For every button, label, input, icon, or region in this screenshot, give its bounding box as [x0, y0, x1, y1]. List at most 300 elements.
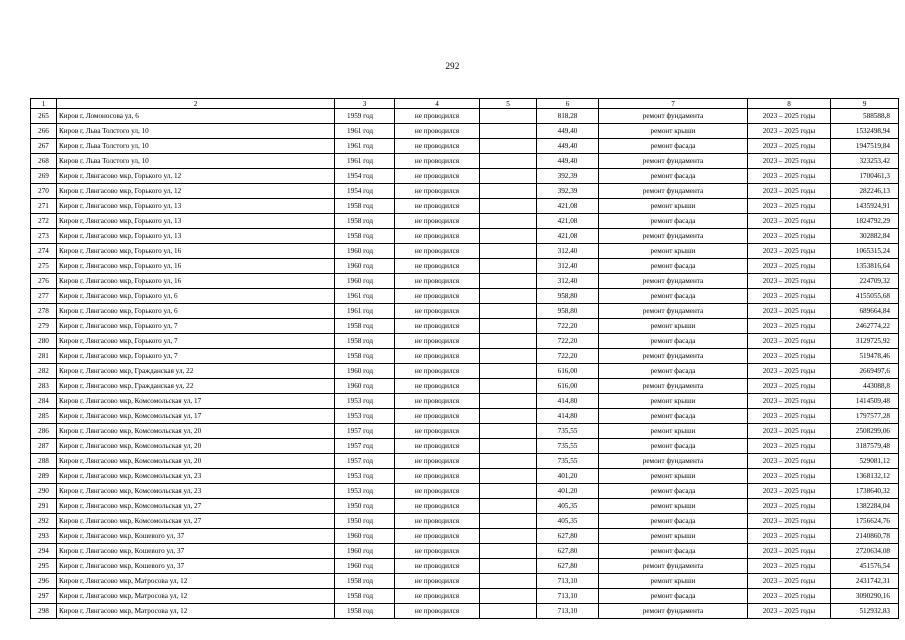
cell-address: Киров г, Лянгасово мкр, Горького ул, 7	[57, 349, 335, 364]
table-row	[31, 259, 899, 274]
cell-build-year: 1961 год	[335, 304, 395, 319]
cell-build-year: 1960 год	[335, 244, 395, 259]
cell-work-type: ремонт фундамента	[599, 109, 748, 124]
cell-cost: 2431742,31	[831, 574, 899, 589]
cell-area: 713,10	[537, 589, 599, 604]
cell-cost: 1738640,32	[831, 484, 899, 499]
cell-address: Киров г, Лянгасово мкр, Кошевого ул, 37	[57, 559, 335, 574]
cell-row-number: 280	[31, 334, 57, 349]
cell-period: 2023 – 2025 годы	[748, 514, 831, 529]
table-row	[31, 439, 899, 454]
cell-address: Киров г, Лянгасово мкр, Горького ул, 13	[57, 199, 335, 214]
cell-col-5	[480, 499, 537, 514]
cell-last-repair: не проводился	[395, 394, 480, 409]
cell-build-year: 1961 год	[335, 289, 395, 304]
cell-row-number: 287	[31, 439, 57, 454]
table-row	[31, 364, 899, 379]
cell-col-5	[480, 244, 537, 259]
page-number: 292	[445, 61, 460, 71]
cell-area: 958,80	[537, 289, 599, 304]
cell-address: Киров г, Лянгасово мкр, Гражданская ул, 22	[57, 364, 335, 379]
cell-row-number: 296	[31, 574, 57, 589]
cell-address: Киров г, Лянгасово мкр, Комсомольская ул, 17	[57, 394, 335, 409]
cell-build-year: 1960 год	[335, 259, 395, 274]
cell-last-repair: не проводился	[395, 514, 480, 529]
cell-area: 405,35	[537, 514, 599, 529]
cell-build-year: 1953 год	[335, 394, 395, 409]
cell-period: 2023 – 2025 годы	[748, 484, 831, 499]
cell-row-number: 298	[31, 604, 57, 619]
cell-cost: 519478,46	[831, 349, 899, 364]
header-cell-8: 8	[748, 99, 831, 109]
cell-work-type: ремонт фасада	[599, 139, 748, 154]
cell-area: 722,20	[537, 319, 599, 334]
cell-last-repair: не проводился	[395, 424, 480, 439]
cell-cost: 1382284,04	[831, 499, 899, 514]
cell-last-repair: не проводился	[395, 244, 480, 259]
cell-build-year: 1961 год	[335, 139, 395, 154]
cell-cost: 451576,54	[831, 559, 899, 574]
cell-work-type: ремонт фундамента	[599, 604, 748, 619]
cell-address: Киров г, Лянгасово мкр, Комсомольская ул, 20	[57, 424, 335, 439]
cell-last-repair: не проводился	[395, 274, 480, 289]
cell-build-year: 1954 год	[335, 184, 395, 199]
cell-cost: 224709,32	[831, 274, 899, 289]
cell-last-repair: не проводился	[395, 379, 480, 394]
cell-address: Киров г, Лянгасово мкр, Гражданская ул, 22	[57, 379, 335, 394]
cell-cost: 689664,84	[831, 304, 899, 319]
cell-last-repair: не проводился	[395, 259, 480, 274]
cell-work-type: ремонт фасада	[599, 259, 748, 274]
table-row	[31, 289, 899, 304]
cell-period: 2023 – 2025 годы	[748, 439, 831, 454]
cell-build-year: 1957 год	[335, 454, 395, 469]
cell-address: Киров г, Лянгасово мкр, Горького ул, 12	[57, 169, 335, 184]
cell-period: 2023 – 2025 годы	[748, 424, 831, 439]
cell-period: 2023 – 2025 годы	[748, 604, 831, 619]
cell-cost: 2462774,22	[831, 319, 899, 334]
cell-cost: 588588,8	[831, 109, 899, 124]
cell-build-year: 1959 год	[335, 109, 395, 124]
cell-work-type: ремонт фундамента	[599, 349, 748, 364]
cell-period: 2023 – 2025 годы	[748, 469, 831, 484]
cell-build-year: 1961 год	[335, 124, 395, 139]
cell-cost: 1353816,64	[831, 259, 899, 274]
cell-period: 2023 – 2025 годы	[748, 454, 831, 469]
table-row	[31, 574, 899, 589]
cell-work-type: ремонт фундамента	[599, 274, 748, 289]
cell-col-5	[480, 124, 537, 139]
cell-period: 2023 – 2025 годы	[748, 169, 831, 184]
cell-cost: 1700461,3	[831, 169, 899, 184]
cell-last-repair: не проводился	[395, 139, 480, 154]
cell-work-type: ремонт фундамента	[599, 184, 748, 199]
cell-work-type: ремонт фасада	[599, 514, 748, 529]
cell-address: Киров г, Лянгасово мкр, Горького ул, 16	[57, 259, 335, 274]
cell-row-number: 278	[31, 304, 57, 319]
table-row	[31, 319, 899, 334]
cell-row-number: 269	[31, 169, 57, 184]
cell-address: Киров г, Лянгасово мкр, Горького ул, 16	[57, 244, 335, 259]
cell-build-year: 1953 год	[335, 484, 395, 499]
cell-work-type: ремонт крыши	[599, 124, 748, 139]
cell-work-type: ремонт крыши	[599, 529, 748, 544]
cell-period: 2023 – 2025 годы	[748, 379, 831, 394]
cell-period: 2023 – 2025 годы	[748, 334, 831, 349]
cell-col-5	[480, 214, 537, 229]
cell-area: 735,55	[537, 454, 599, 469]
cell-area: 818,28	[537, 109, 599, 124]
cell-work-type: ремонт крыши	[599, 319, 748, 334]
cell-period: 2023 – 2025 годы	[748, 139, 831, 154]
cell-work-type: ремонт фундамента	[599, 229, 748, 244]
cell-area: 627,80	[537, 529, 599, 544]
cell-build-year: 1957 год	[335, 424, 395, 439]
cell-build-year: 1960 год	[335, 529, 395, 544]
cell-cost: 1414509,48	[831, 394, 899, 409]
cell-build-year: 1950 год	[335, 514, 395, 529]
cell-col-5	[480, 274, 537, 289]
header-cell-2: 2	[57, 99, 335, 109]
cell-period: 2023 – 2025 годы	[748, 529, 831, 544]
cell-address: Киров г, Лянгасово мкр, Горького ул, 6	[57, 289, 335, 304]
cell-last-repair: не проводился	[395, 229, 480, 244]
cell-last-repair: не проводился	[395, 289, 480, 304]
table-row	[31, 199, 899, 214]
cell-address: Киров г, Лянгасово мкр, Матросова ул, 12	[57, 604, 335, 619]
cell-period: 2023 – 2025 годы	[748, 214, 831, 229]
cell-last-repair: не проводился	[395, 349, 480, 364]
cell-col-5	[480, 514, 537, 529]
cell-cost: 323253,42	[831, 154, 899, 169]
table-row	[31, 394, 899, 409]
cell-cost: 4155055,68	[831, 289, 899, 304]
cell-area: 414,80	[537, 394, 599, 409]
table-row	[31, 379, 899, 394]
cell-build-year: 1950 год	[335, 499, 395, 514]
cell-col-5	[480, 529, 537, 544]
cell-build-year: 1958 год	[335, 229, 395, 244]
cell-area: 449,40	[537, 139, 599, 154]
cell-work-type: ремонт крыши	[599, 499, 748, 514]
cell-build-year: 1958 год	[335, 349, 395, 364]
cell-cost: 1532498,94	[831, 124, 899, 139]
cell-last-repair: не проводился	[395, 574, 480, 589]
cell-last-repair: не проводился	[395, 559, 480, 574]
cell-period: 2023 – 2025 годы	[748, 274, 831, 289]
table-row	[31, 109, 899, 124]
cell-address: Киров г, Лянгасово мкр, Горького ул, 7	[57, 319, 335, 334]
cell-last-repair: не проводился	[395, 364, 480, 379]
cell-col-5	[480, 544, 537, 559]
cell-row-number: 282	[31, 364, 57, 379]
cell-last-repair: не проводился	[395, 169, 480, 184]
cell-cost: 529081,12	[831, 454, 899, 469]
cell-row-number: 268	[31, 154, 57, 169]
cell-last-repair: не проводился	[395, 199, 480, 214]
cell-work-type: ремонт фундамента	[599, 379, 748, 394]
cell-row-number: 295	[31, 559, 57, 574]
cell-row-number: 292	[31, 514, 57, 529]
cell-last-repair: не проводился	[395, 604, 480, 619]
cell-address: Киров г, Лянгасово мкр, Комсомольская ул, 23	[57, 484, 335, 499]
cell-build-year: 1954 год	[335, 169, 395, 184]
cell-cost: 2508299,06	[831, 424, 899, 439]
cell-last-repair: не проводился	[395, 484, 480, 499]
cell-row-number: 286	[31, 424, 57, 439]
cell-address: Киров г, Лянгасово мкр, Матросова ул, 12	[57, 589, 335, 604]
cell-row-number: 281	[31, 349, 57, 364]
cell-col-5	[480, 454, 537, 469]
header-cell-5: 5	[480, 99, 537, 109]
cell-col-5	[480, 364, 537, 379]
cell-row-number: 290	[31, 484, 57, 499]
cell-cost: 3090290,16	[831, 589, 899, 604]
cell-cost: 3129725,92	[831, 334, 899, 349]
cell-area: 312,40	[537, 274, 599, 289]
cell-area: 392,39	[537, 169, 599, 184]
table-row	[31, 244, 899, 259]
cell-row-number: 267	[31, 139, 57, 154]
cell-area: 421,08	[537, 214, 599, 229]
cell-col-5	[480, 319, 537, 334]
cell-area: 616,00	[537, 364, 599, 379]
table-row	[31, 499, 899, 514]
cell-address: Киров г, Лянгасово мкр, Комсомольская ул, 17	[57, 409, 335, 424]
cell-period: 2023 – 2025 годы	[748, 409, 831, 424]
cell-period: 2023 – 2025 годы	[748, 574, 831, 589]
table-row	[31, 454, 899, 469]
cell-work-type: ремонт фасада	[599, 439, 748, 454]
cell-build-year: 1960 год	[335, 379, 395, 394]
cell-work-type: ремонт фасада	[599, 364, 748, 379]
repair-program-table	[30, 98, 899, 619]
cell-col-5	[480, 604, 537, 619]
cell-col-5	[480, 409, 537, 424]
cell-cost: 1947519,84	[831, 139, 899, 154]
cell-period: 2023 – 2025 годы	[748, 394, 831, 409]
cell-work-type: ремонт фундамента	[599, 559, 748, 574]
header-cell-6: 6	[537, 99, 599, 109]
cell-last-repair: не проводился	[395, 184, 480, 199]
cell-last-repair: не проводился	[395, 409, 480, 424]
cell-address: Киров г, Лянгасово мкр, Комсомольская ул, 20	[57, 454, 335, 469]
table-row	[31, 274, 899, 289]
table-row	[31, 604, 899, 619]
header-cell-9: 9	[831, 99, 899, 109]
cell-work-type: ремонт фасада	[599, 544, 748, 559]
cell-last-repair: не проводился	[395, 214, 480, 229]
cell-build-year: 1958 год	[335, 604, 395, 619]
cell-work-type: ремонт фасада	[599, 214, 748, 229]
cell-row-number: 294	[31, 544, 57, 559]
cell-build-year: 1958 год	[335, 199, 395, 214]
cell-col-5	[480, 169, 537, 184]
table-row	[31, 589, 899, 604]
cell-col-5	[480, 199, 537, 214]
cell-build-year: 1953 год	[335, 469, 395, 484]
cell-area: 414,80	[537, 409, 599, 424]
cell-row-number: 289	[31, 469, 57, 484]
cell-cost: 512932,83	[831, 604, 899, 619]
table-row	[31, 184, 899, 199]
cell-area: 449,40	[537, 154, 599, 169]
cell-build-year: 1960 год	[335, 544, 395, 559]
cell-work-type: ремонт фасада	[599, 169, 748, 184]
cell-address: Киров г, Лянгасово мкр, Комсомольская ул, 20	[57, 439, 335, 454]
cell-area: 312,40	[537, 259, 599, 274]
cell-area: 312,40	[537, 244, 599, 259]
cell-cost: 1368132,12	[831, 469, 899, 484]
cell-address: Киров г, Лянгасово мкр, Комсомольская ул, 27	[57, 499, 335, 514]
cell-address: Киров г, Лянгасово мкр, Горького ул, 12	[57, 184, 335, 199]
cell-area: 405,35	[537, 499, 599, 514]
cell-area: 421,08	[537, 229, 599, 244]
cell-area: 401,20	[537, 469, 599, 484]
table-row	[31, 169, 899, 184]
cell-area: 735,55	[537, 439, 599, 454]
cell-last-repair: не проводился	[395, 469, 480, 484]
cell-last-repair: не проводился	[395, 589, 480, 604]
cell-row-number: 266	[31, 124, 57, 139]
header-cell-7: 7	[599, 99, 748, 109]
cell-last-repair: не проводился	[395, 529, 480, 544]
cell-cost: 3187579,48	[831, 439, 899, 454]
cell-area: 722,20	[537, 349, 599, 364]
cell-row-number: 272	[31, 214, 57, 229]
table-row	[31, 139, 899, 154]
cell-period: 2023 – 2025 годы	[748, 109, 831, 124]
cell-period: 2023 – 2025 годы	[748, 259, 831, 274]
cell-row-number: 275	[31, 259, 57, 274]
cell-row-number: 276	[31, 274, 57, 289]
cell-address: Киров г, Лянгасово мкр, Горького ул, 16	[57, 274, 335, 289]
cell-period: 2023 – 2025 годы	[748, 304, 831, 319]
cell-col-5	[480, 259, 537, 274]
cell-cost: 2720634,08	[831, 544, 899, 559]
table-row	[31, 154, 899, 169]
cell-period: 2023 – 2025 годы	[748, 289, 831, 304]
cell-cost: 2669497,6	[831, 364, 899, 379]
cell-col-5	[480, 559, 537, 574]
cell-row-number: 265	[31, 109, 57, 124]
cell-period: 2023 – 2025 годы	[748, 319, 831, 334]
cell-work-type: ремонт крыши	[599, 574, 748, 589]
cell-work-type: ремонт крыши	[599, 394, 748, 409]
cell-col-5	[480, 589, 537, 604]
cell-work-type: ремонт фасада	[599, 334, 748, 349]
cell-col-5	[480, 469, 537, 484]
cell-row-number: 285	[31, 409, 57, 424]
cell-build-year: 1961 год	[335, 154, 395, 169]
cell-address: Киров г, Лянгасово мкр, Горького ул, 13	[57, 214, 335, 229]
header-cell-1: 1	[31, 99, 57, 109]
cell-period: 2023 – 2025 годы	[748, 589, 831, 604]
cell-cost: 282246,13	[831, 184, 899, 199]
cell-address: Киров г, Лянгасово мкр, Комсомольская ул, 27	[57, 514, 335, 529]
cell-col-5	[480, 379, 537, 394]
cell-period: 2023 – 2025 годы	[748, 364, 831, 379]
cell-address: Киров г, Лянгасово мкр, Комсомольская ул, 23	[57, 469, 335, 484]
cell-area: 722,20	[537, 334, 599, 349]
table-row	[31, 304, 899, 319]
cell-area: 627,80	[537, 559, 599, 574]
cell-row-number: 277	[31, 289, 57, 304]
cell-row-number: 291	[31, 499, 57, 514]
cell-last-repair: не проводился	[395, 109, 480, 124]
cell-period: 2023 – 2025 годы	[748, 199, 831, 214]
cell-period: 2023 – 2025 годы	[748, 559, 831, 574]
cell-last-repair: не проводился	[395, 334, 480, 349]
cell-row-number: 293	[31, 529, 57, 544]
table-row	[31, 349, 899, 364]
cell-build-year: 1960 год	[335, 364, 395, 379]
cell-area: 713,10	[537, 574, 599, 589]
cell-address: Киров г, Лянгасово мкр, Кошевого ул, 37	[57, 529, 335, 544]
cell-period: 2023 – 2025 годы	[748, 184, 831, 199]
cell-work-type: ремонт фундамента	[599, 154, 748, 169]
cell-col-5	[480, 139, 537, 154]
cell-work-type: ремонт фундамента	[599, 304, 748, 319]
cell-row-number: 279	[31, 319, 57, 334]
cell-area: 958,80	[537, 304, 599, 319]
cell-cost: 1824792,29	[831, 214, 899, 229]
cell-build-year: 1958 год	[335, 574, 395, 589]
cell-col-5	[480, 349, 537, 364]
cell-last-repair: не проводился	[395, 499, 480, 514]
cell-row-number: 270	[31, 184, 57, 199]
cell-last-repair: не проводился	[395, 154, 480, 169]
cell-build-year: 1958 год	[335, 214, 395, 229]
cell-address: Киров г, Ломоносова ул, 6	[57, 109, 335, 124]
table-row	[31, 514, 899, 529]
cell-last-repair: не проводился	[395, 439, 480, 454]
header-cell-4: 4	[395, 99, 480, 109]
cell-work-type: ремонт фасада	[599, 409, 748, 424]
table-row	[31, 559, 899, 574]
cell-row-number: 297	[31, 589, 57, 604]
cell-col-5	[480, 109, 537, 124]
cell-address: Киров г, Льва Толстого ул, 10	[57, 154, 335, 169]
cell-work-type: ремонт фундамента	[599, 454, 748, 469]
table-row	[31, 409, 899, 424]
cell-area: 449,40	[537, 124, 599, 139]
cell-cost: 1797577,28	[831, 409, 899, 424]
cell-period: 2023 – 2025 годы	[748, 154, 831, 169]
cell-row-number: 283	[31, 379, 57, 394]
cell-build-year: 1960 год	[335, 274, 395, 289]
cell-area: 713,10	[537, 604, 599, 619]
cell-last-repair: не проводился	[395, 319, 480, 334]
cell-col-5	[480, 484, 537, 499]
cell-period: 2023 – 2025 годы	[748, 244, 831, 259]
cell-address: Киров г, Льва Толстого ул, 10	[57, 139, 335, 154]
cell-area: 616,00	[537, 379, 599, 394]
cell-build-year: 1957 год	[335, 439, 395, 454]
table-row	[31, 544, 899, 559]
cell-address: Киров г, Лянгасово мкр, Горького ул, 13	[57, 229, 335, 244]
cell-period: 2023 – 2025 годы	[748, 544, 831, 559]
cell-period: 2023 – 2025 годы	[748, 229, 831, 244]
cell-col-5	[480, 289, 537, 304]
cell-last-repair: не проводился	[395, 454, 480, 469]
cell-area: 735,55	[537, 424, 599, 439]
cell-build-year: 1958 год	[335, 319, 395, 334]
cell-last-repair: не проводился	[395, 304, 480, 319]
cell-row-number: 271	[31, 199, 57, 214]
table-row	[31, 229, 899, 244]
cell-last-repair: не проводился	[395, 544, 480, 559]
